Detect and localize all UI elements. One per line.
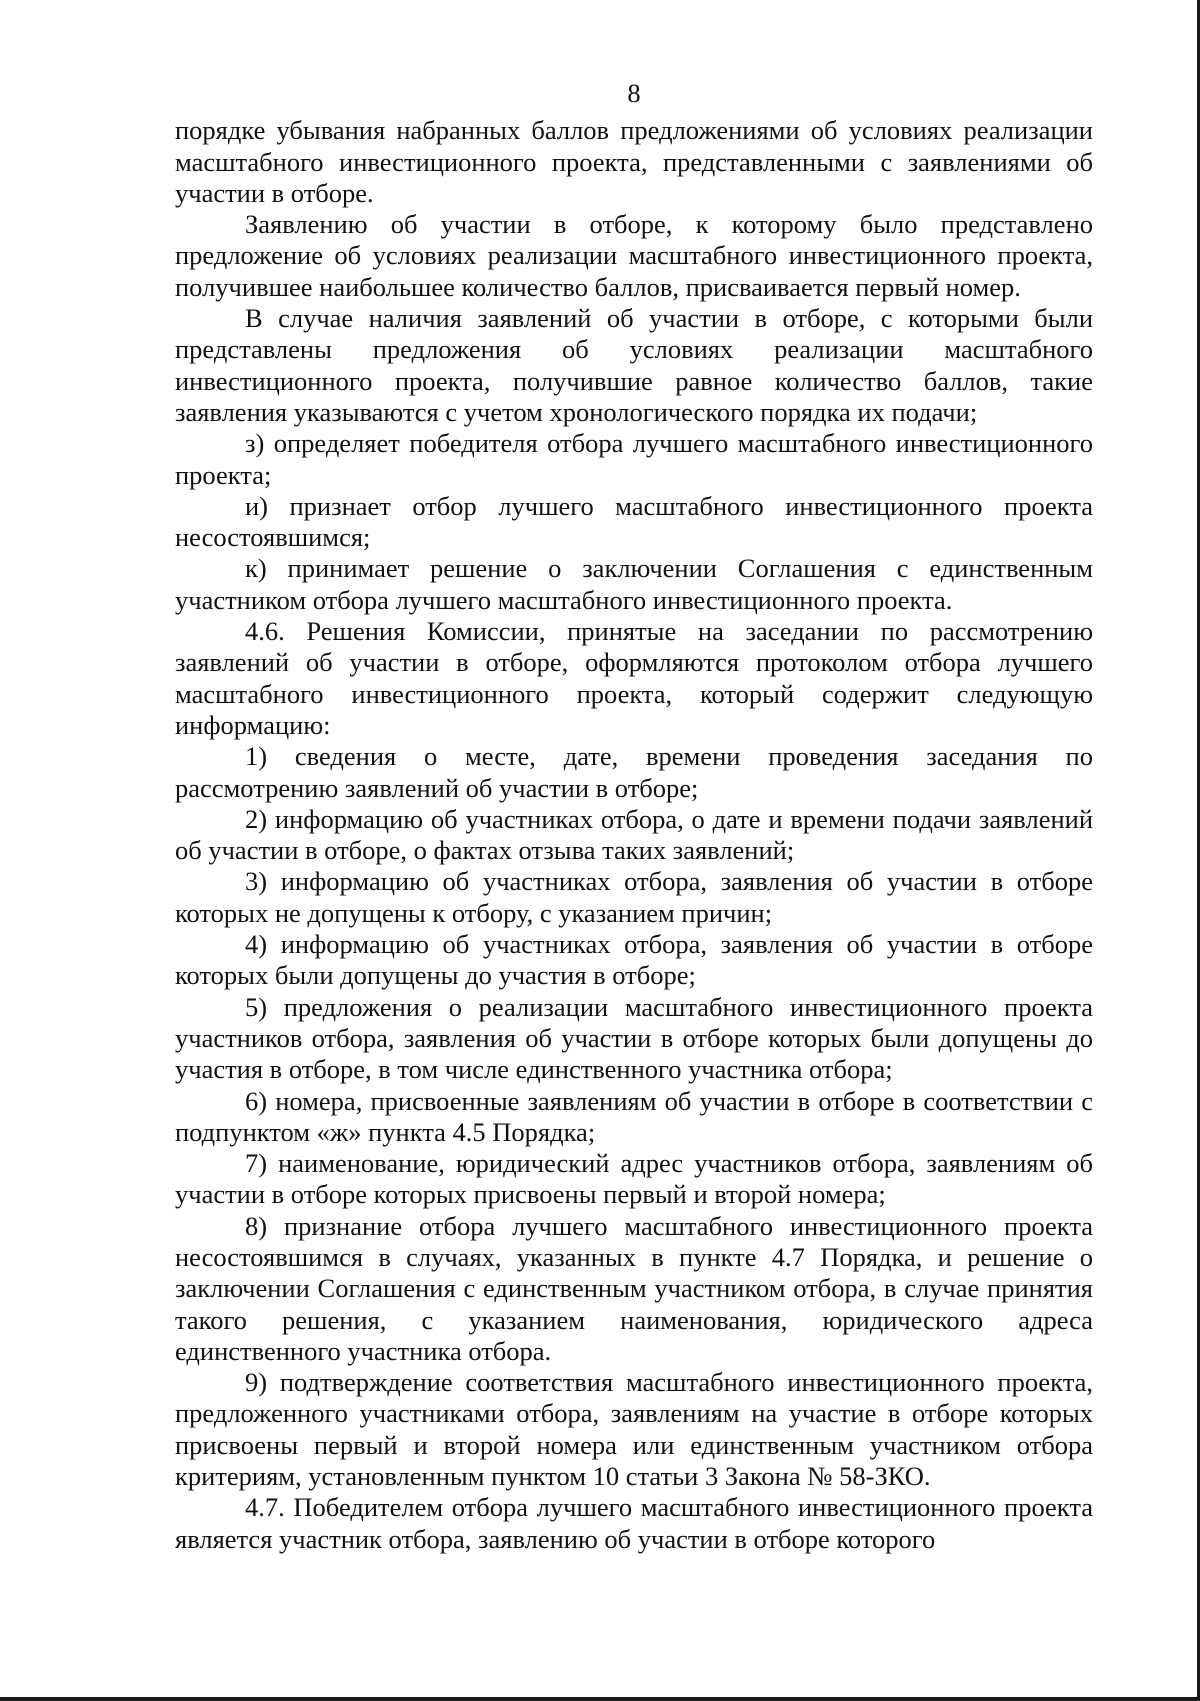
- paragraph-equal-score-rule: В случае наличия заявлений об участии в отборе, с которыми были представлены предложения об условиях реализации масштабного инвестиционного проекта, получившие равное количество баллов, такие заявления указываются с учетом хронологического порядка их подачи;: [175, 303, 1093, 427]
- document-page: [175, 78, 1093, 1555]
- list-item-z: з) определяет победителя отбора лучшего масштабного инвестиционного проекта;: [175, 428, 1093, 490]
- list-item-3: 3) информацию об участниках отбора, заявления об участии в отборе которых не допущены к отбору, с указанием причин;: [175, 866, 1093, 928]
- paragraph-first-number-rule: Заявлению об участии в отборе, к которому было представлено предложение об условиях реализации масштабного инвестиционного проекта, получившее наибольшее количество баллов, присваивается первый номер.: [175, 209, 1093, 302]
- list-item-1: 1) сведения о месте, дате, времени проведения заседания по рассмотрению заявлений об участии в отборе;: [175, 741, 1093, 803]
- list-item-k: к) принимает решение о заключении Соглашения с единственным участником отбора лучшего масштабного инвестиционного проекта.: [175, 553, 1093, 615]
- list-item-8: 8) признание отбора лучшего масштабного инвестиционного проекта несостоявшимся в случаях, указанных в пункте 4.7 Порядка, и решение о заключении Соглашения с единственным участником отбора, в случае принятия такого решения, с указанием наименования, юридического адреса единственного участника отбора.: [175, 1210, 1093, 1366]
- list-item-2: 2) информацию об участниках отбора, о дате и времени подачи заявлений об участии в отборе, о фактах отзыва таких заявлений;: [175, 803, 1093, 866]
- page-number: 8: [627, 78, 641, 108]
- list-item-9: 9) подтверждение соответствия масштабного инвестиционного проекта, предложенного участниками отбора, заявлениям на участие в отборе которых присвоены первый и второй номера или единственным участником отбора критериям, установленным пунктом 10 статьи 3 Закона № 58-ЗКО.: [175, 1367, 1093, 1492]
- list-item-6: 6) номера, присвоенные заявлениям об участии в отборе в соответствии с подпунктом «ж» пункта 4.5 Порядка;: [175, 1085, 1093, 1147]
- clause-4-6: 4.6. Решения Комиссии, принятые на заседании по рассмотрению заявлений об участии в отборе, оформляются протоколом отбора лучшего масштабного инвестиционного проекта, который содержит следующую информацию:: [175, 616, 1093, 740]
- clause-4-7: 4.7. Победителем отбора лучшего масштабного инвестиционного проекта является участник отбора, заявлению об участии в отборе которого: [175, 1492, 1093, 1554]
- list-item-i: и) признает отбор лучшего масштабного инвестиционного проекта несостоявшимся;: [175, 490, 1093, 553]
- list-item-4: 4) информацию об участниках отбора, заявления об участии в отборе которых были допущены до участия в отборе;: [175, 929, 1093, 991]
- paragraph-continuation: порядке убывания набранных баллов предложениями об условиях реализации масштабного инвестиционного проекта, представленными с заявлениями об участии в отборе.: [175, 115, 1093, 208]
- list-item-5: 5) предложения о реализации масштабного инвестиционного проекта участников отбора, заявления об участии в отборе которых были допущены до участия в отборе, в том числе единственного участника отбора;: [175, 991, 1093, 1085]
- scan-border-bottom: [0, 1697, 1200, 1701]
- list-item-7: 7) наименование, юридический адрес участников отбора, заявлениям об участии в отборе которых присвоены первый и второй номера;: [175, 1148, 1093, 1210]
